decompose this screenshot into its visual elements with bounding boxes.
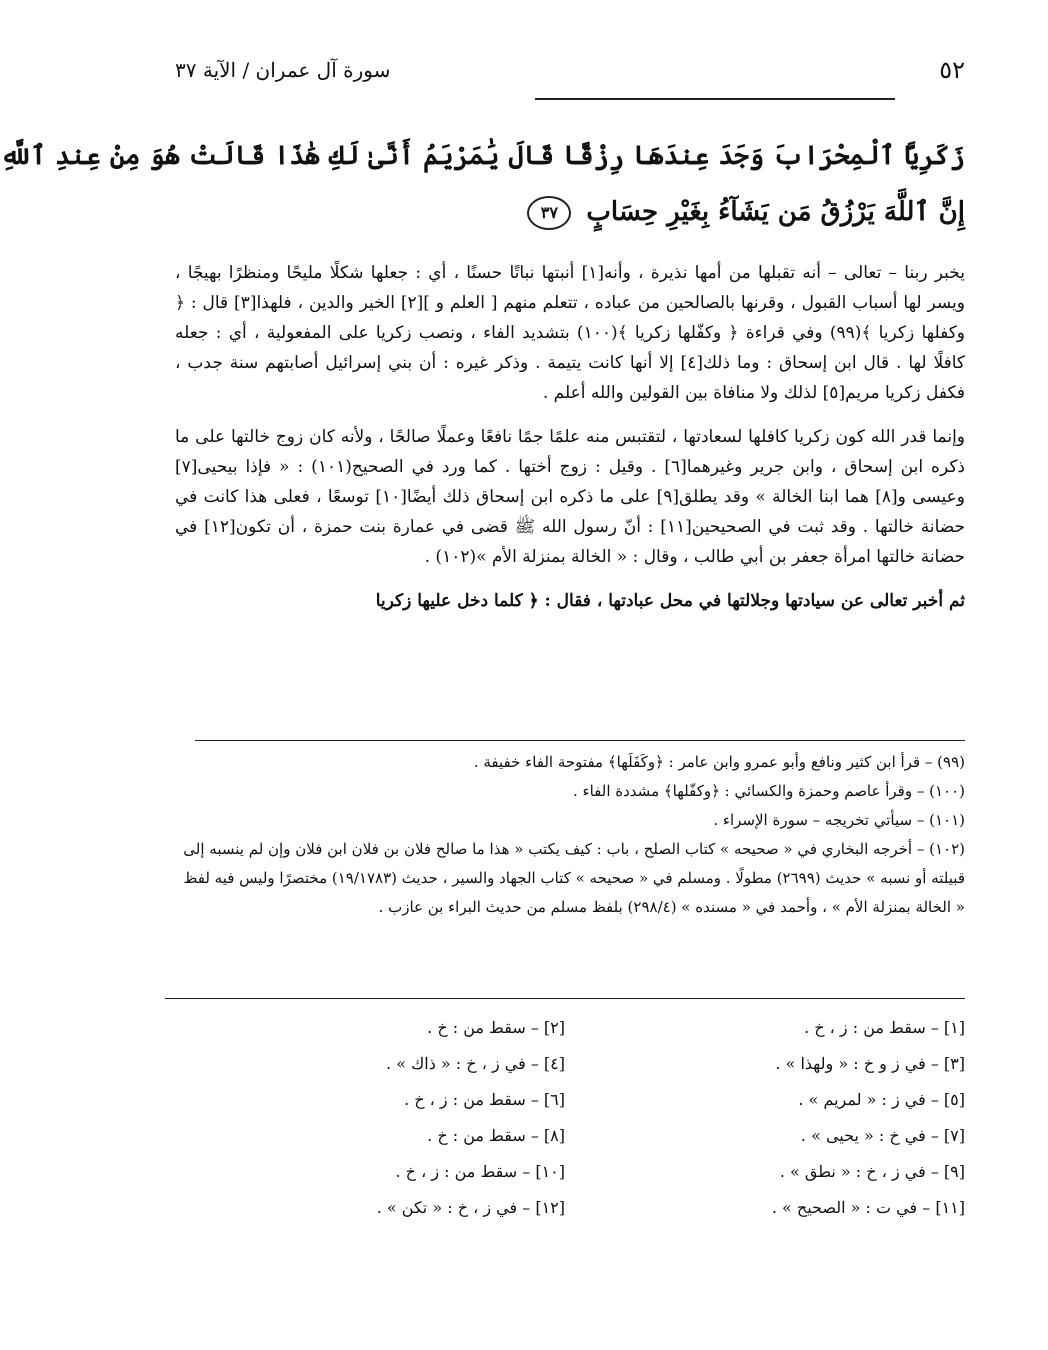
footnote-102: (١٠٢) – أخرجه البخاري في « صحيحه » كتاب الصلح ، باب : كيف يكتب « هذا ما صالح فلان بن فلان ابن فلان وإن لم ينسبه إلى قبيلته أو نسبه » حديث (٢٦٩٩) مطولًا . ومسلم في « صحيحه » كتاب الجهاد والسير ، حديث (١٩/١٧٨٣) مختصرًا وليس فيه لفظ « الخالة بمنزلة الأم » ، وأحمد في « مسنده » (٢٩٨/٤) بلفظ مسلم من حديث البراء بن عازب . xyxy=(183,840,965,916)
variant-row xyxy=(175,1054,965,1090)
page-number: ٥٢ xyxy=(939,56,965,84)
footnotes xyxy=(175,748,965,922)
paragraph-2: وإنما قدر الله كون زكريا كافلها لسعادتها ، لتقتبس منه علمًا جمًا نافعًا وعملًا صالحًا ، ولأنه كان زوج خالتها على ما ذكره ابن إسحاق ، وابن جرير وغيرهما[٦] . وقيل : زوج أختها . كما ورد في الصحيح(١٠١) : « فإذا بيحيى[٧] وعيسى و[٨] هما ابنا الخالة » وقد يطلق[٩] على ما ذكره ابن إسحاق ذلك أيضًا[١٠] توسعًا ، فعلى هذا كانت في حضانة خالتها . وقد ثبت في الصحيحين[١١] : أنّ رسول الله ﷺ قضى في عمارة بنت حمزة ، أن تكون[١٢] في حضانة خالتها امرأة جعفر بن أبي طالب ، وقال : « الخالة بمنزلة الأم »(١٠٢) . xyxy=(175,427,965,567)
variant-row xyxy=(175,1198,965,1234)
variant-note: [١١] – في ت : « الصحيح » . xyxy=(771,1198,965,1217)
variant-row xyxy=(175,1018,965,1054)
variant-row xyxy=(175,1162,965,1198)
verse-line-2 xyxy=(175,184,965,240)
running-title: سورة آل عمران / الآية ٣٧ xyxy=(175,58,391,82)
variant-note: [٩] – في ز ، خ : « نطق » . xyxy=(779,1162,965,1181)
footnote-99: (٩٩) – قرأ ابن كثير ونافع وأبو عمرو وابن عامر : ﴿وكَفَلَها﴾ مفتوحة الفاء خفيفة . xyxy=(473,753,965,771)
verse-line-1: زَكَرِيَّا ٱلْمِحْرَابَ وَجَدَ عِندَهَا رِزْقًا قَالَ يَٰمَرْيَمُ أَنَّىٰ لَكِ هَٰذَا قَالَتْ هُوَ مِنْ عِندِ ٱللَّهِ xyxy=(0,141,965,171)
variant-note: [١٢] – في ز ، خ : « تكن » . xyxy=(376,1198,565,1217)
paragraph-3: ثم أخبر تعالى عن سيادتها وجلالتها في محل عبادتها ، فقال : ﴿ كلما دخل عليها زكريا xyxy=(375,591,965,611)
commentary-text xyxy=(175,258,965,630)
footnote-100: (١٠٠) – وقرأ عاصم وحمزة والكسائي : ﴿وكفّلها﴾ مشددة الفاء . xyxy=(573,782,965,800)
quran-verse xyxy=(0,128,965,240)
variant-note: [٢] – سقط من : خ . xyxy=(427,1018,565,1037)
variant-row xyxy=(175,1126,965,1162)
ayah-number-mark: ٣٧ xyxy=(527,196,571,230)
variant-note: [٧] – في خ : « يحيى » . xyxy=(800,1126,965,1145)
verse-line-2-text: إِنَّ ٱللَّهَ يَرْزُقُ مَن يَشَآءُ بِغَيْرِ حِسَابٍ xyxy=(586,197,965,227)
variant-row xyxy=(175,1090,965,1126)
manuscript-variants xyxy=(175,1018,965,1234)
page-header xyxy=(175,56,965,96)
variants-rule xyxy=(165,998,965,999)
paragraph-1: يخبر ربنا – تعالى – أنه تقبلها من أمها نذيرة ، وأنه[١] أنبتها نباتًا حسنًا ، أي : جعلها شكلًا مليحًا ومنظرًا بهيجًا ، ويسر لها أسباب القبول ، وقرنها بالصالحين من عباده ، تتعلم منهم [ العلم و ][٢] الخير والدين ، فلهذا[٣] قال : ﴿ وكفلها زكريا ﴾(٩٩) وفي قراءة ﴿ وكفّلها زكريا ﴾(١٠٠) بتشديد الفاء ، ونصب زكريا على المفعولية ، أي : جعله كافلًا لها . قال ابن إسحاق : وما ذلك[٤] إلا أنها كانت يتيمة . وذكر غيره : أن بني إسرائيل أصابتهم سنة جدب ، فكفل زكريا مريم[٥] لذلك ولا منافاة بين القولين والله أعلم . xyxy=(175,263,966,403)
variant-note: [١٠] – سقط من : ز ، خ . xyxy=(395,1162,565,1181)
book-page xyxy=(0,48,966,1328)
footnote-101: (١٠١) – سيأتي تخريجه – سورة الإسراء . xyxy=(713,811,965,829)
variant-note: [١] – سقط من : ز ، خ . xyxy=(804,1018,965,1037)
variant-note: [٣] – في ز و خ : « ولهذا » . xyxy=(775,1054,965,1073)
footnote-rule xyxy=(195,740,965,741)
variant-note: [٤] – في ز ، خ : « ذاك » . xyxy=(386,1054,565,1073)
variant-note: [٦] – سقط من : ز ، خ . xyxy=(404,1090,565,1109)
variant-note: [٨] – سقط من : خ . xyxy=(427,1126,565,1145)
header-rule xyxy=(535,98,895,100)
variant-note: [٥] – في ز : « لمريم » . xyxy=(798,1090,965,1109)
